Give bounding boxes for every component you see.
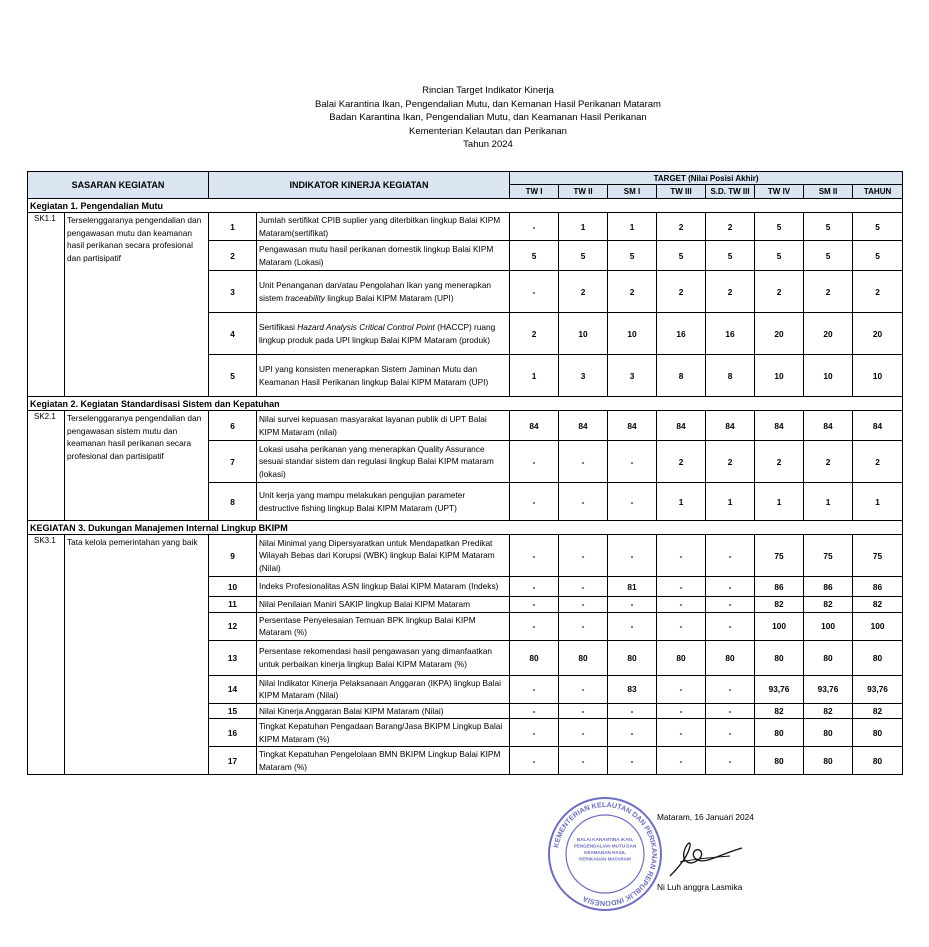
- target-value: 2: [510, 313, 559, 355]
- target-value: -: [706, 719, 755, 747]
- target-value: 80: [804, 640, 853, 675]
- target-value: 8: [706, 355, 755, 397]
- target-value: -: [657, 747, 706, 775]
- target-value: 1: [706, 483, 755, 521]
- target-value: 75: [853, 535, 903, 577]
- target-value: 100: [755, 612, 804, 640]
- target-value: 84: [608, 411, 657, 441]
- row-number: 16: [209, 719, 257, 747]
- target-value: 2: [853, 441, 903, 483]
- target-value: 1: [608, 213, 657, 241]
- target-value: 1: [657, 483, 706, 521]
- target-value: 82: [853, 597, 903, 613]
- target-value: 84: [853, 411, 903, 441]
- target-value: -: [608, 535, 657, 577]
- target-value: 20: [755, 313, 804, 355]
- target-value: -: [608, 703, 657, 719]
- indikator-text: Nilai Kinerja Anggaran Balai KIPM Mataram (Nilai): [257, 703, 510, 719]
- row-number: 9: [209, 535, 257, 577]
- target-value: -: [657, 703, 706, 719]
- table-row: [28, 213, 903, 241]
- title-line-5: Tahun 2024: [463, 139, 513, 150]
- target-value: 8: [657, 355, 706, 397]
- target-value: 1: [755, 483, 804, 521]
- section-row: [28, 199, 903, 213]
- target-value: 82: [755, 597, 804, 613]
- target-value: -: [559, 441, 608, 483]
- target-value: -: [559, 703, 608, 719]
- target-value: -: [510, 612, 559, 640]
- sasaran-code: SK3.1: [28, 535, 65, 775]
- target-value: 100: [804, 612, 853, 640]
- target-value: -: [559, 483, 608, 521]
- indikator-text-part: Sertifikasi: [259, 322, 298, 332]
- indikator-text-part: lingkup Balai KIPM Mataram (UPI): [324, 292, 454, 303]
- sasaran-text: Tata kelola pemerintahan yang baik: [65, 535, 209, 775]
- header-row-1: [28, 172, 903, 185]
- target-value: -: [608, 597, 657, 613]
- target-value: 86: [804, 577, 853, 597]
- target-value: 80: [510, 640, 559, 675]
- target-value: -: [706, 612, 755, 640]
- row-number: 12: [209, 612, 257, 640]
- target-value: -: [706, 597, 755, 613]
- target-value: -: [559, 577, 608, 597]
- indikator-text: Nilai survei kepuasan masyarakat layanan publik di UPT Balai KIPM Mataram (nilai): [257, 411, 510, 441]
- indikator-text: Lokasi usaha perikanan yang menerapkan Quality Assurance sesuai standar sistem dan regulasi lingkup Balai KIPM mataram (lokasi): [257, 441, 510, 483]
- target-value: -: [657, 577, 706, 597]
- target-value: 84: [755, 411, 804, 441]
- table-row: [28, 535, 903, 577]
- title-line-2: Balai Karantina Ikan, Pengendalian Mutu, dan Kemanan Hasil Perikanan Mataram: [315, 98, 661, 110]
- target-value: 2: [706, 441, 755, 483]
- target-value: 80: [853, 640, 903, 675]
- target-value: -: [510, 271, 559, 313]
- target-value: 3: [559, 355, 608, 397]
- target-value: 84: [559, 411, 608, 441]
- target-value: 2: [804, 271, 853, 313]
- target-value: -: [608, 719, 657, 747]
- target-value: 80: [804, 719, 853, 747]
- header-period: TAHUN: [853, 185, 903, 199]
- target-value: -: [706, 747, 755, 775]
- target-value: -: [559, 719, 608, 747]
- header-period: SM II: [804, 185, 853, 199]
- title-line-3: Badan Karantina Ikan, Pengendalian Mutu, dan Keamanan Hasil Perikanan: [329, 112, 647, 123]
- indikator-text: Tingkat Kepatuhan Pengadaan Barang/Jasa BKIPM Lingkup Balai KIPM Mataram (%): [257, 719, 510, 747]
- target-value: -: [657, 597, 706, 613]
- target-value: 80: [755, 747, 804, 775]
- target-value: 16: [706, 313, 755, 355]
- target-value: 2: [755, 271, 804, 313]
- handwritten-signature: [660, 826, 750, 886]
- header-target: TARGET (Nilai Posisi Akhir): [510, 172, 903, 185]
- target-value: 86: [853, 577, 903, 597]
- stamp-outer-text: KEMENTERIAN KELAUTAN DAN PERIKANAN REPUBLIK INDONESIA: [551, 799, 660, 909]
- indikator-text: Tingkat Kepatuhan Pengelolaan BMN BKIPM Lingkup Balai KIPM Mataram (%): [257, 747, 510, 775]
- row-number: 1: [209, 213, 257, 241]
- document-title: [0, 84, 929, 152]
- target-value: 20: [853, 313, 903, 355]
- target-value: -: [608, 483, 657, 521]
- target-value: 82: [804, 597, 853, 613]
- target-value: -: [510, 213, 559, 241]
- target-value: 5: [755, 241, 804, 271]
- target-value: 10: [853, 355, 903, 397]
- sasaran-text: Terselenggaranya pengendalian dan pengawasan mutu dan keamanan hasil perikanan secara profesional dan partisipatif: [65, 213, 209, 397]
- section-title: Kegiatan 1. Pengendalian Mutu: [28, 199, 903, 213]
- indikator-text: [257, 271, 510, 313]
- target-value: -: [559, 675, 608, 703]
- target-value: 80: [804, 747, 853, 775]
- header-period: TW I: [510, 185, 559, 199]
- indikator-text: Jumlah sertifikat CPIB suplier yang diterbitkan lingkup Balai KIPM Mataram(sertifikat): [257, 213, 510, 241]
- target-value: 84: [804, 411, 853, 441]
- target-value: -: [657, 719, 706, 747]
- target-value: 83: [608, 675, 657, 703]
- row-number: 15: [209, 703, 257, 719]
- target-value: -: [510, 577, 559, 597]
- indikator-text-part: Unit Penanganan dan/atau Pengolahan Ikan yang menerapkan sistem: [259, 280, 492, 303]
- indikator-text: Pengawasan mutu hasil perikanan domestik lingkup Balai KIPM Mataram (Lokasi): [257, 241, 510, 271]
- row-number: 11: [209, 597, 257, 613]
- target-value: 5: [706, 241, 755, 271]
- target-value: -: [510, 483, 559, 521]
- target-value: 84: [706, 411, 755, 441]
- row-number: 6: [209, 411, 257, 441]
- target-value: 5: [657, 241, 706, 271]
- target-value: 93,76: [804, 675, 853, 703]
- row-number: 17: [209, 747, 257, 775]
- target-value: 80: [706, 640, 755, 675]
- target-value: 5: [510, 241, 559, 271]
- target-value: -: [706, 535, 755, 577]
- signature-place-date: Mataram, 16 Januari 2024: [657, 812, 754, 822]
- sasaran-code: SK2.1: [28, 411, 65, 521]
- header-sasaran: SASARAN KEGIATAN: [28, 172, 209, 199]
- sasaran-code: SK1.1: [28, 213, 65, 397]
- target-value: -: [706, 675, 755, 703]
- title-line-1: Rincian Target Indikator Kinerja: [422, 85, 554, 96]
- target-value: 2: [804, 441, 853, 483]
- target-value: 5: [608, 241, 657, 271]
- row-number: 2: [209, 241, 257, 271]
- row-number: 4: [209, 313, 257, 355]
- section-title: KEGIATAN 3. Dukungan Manajemen Internal Lingkup BKIPM: [28, 521, 903, 535]
- target-value: 10: [755, 355, 804, 397]
- indikator-text: Nilai Minimal yang Dipersyaratkan untuk Mendapatkan Predikat Wilayah Bebas dari Korupsi (WBK) lingkup Balai KIPM Mataram (Nilai): [257, 535, 510, 577]
- target-value: -: [706, 703, 755, 719]
- indikator-text: [257, 313, 510, 355]
- target-value: 1: [559, 213, 608, 241]
- target-value: 5: [755, 213, 804, 241]
- header-period: TW II: [559, 185, 608, 199]
- target-value: 1: [804, 483, 853, 521]
- target-value: 20: [804, 313, 853, 355]
- indikator-text: Indeks Profesionalitas ASN lingkup Balai KIPM Mataram (Indeks): [257, 577, 510, 597]
- row-number: 8: [209, 483, 257, 521]
- target-value: 82: [853, 703, 903, 719]
- target-value: -: [510, 703, 559, 719]
- target-value: 5: [853, 213, 903, 241]
- target-value: 80: [608, 640, 657, 675]
- target-value: 93,76: [755, 675, 804, 703]
- target-value: -: [559, 612, 608, 640]
- target-value: -: [559, 535, 608, 577]
- target-value: 5: [853, 241, 903, 271]
- target-value: 3: [608, 355, 657, 397]
- sasaran-text: Terselenggaranya pengendalian dan pengawasan sistem mutu dan keamanan hasil perikanan secara profesional dan partisipatif: [65, 411, 209, 521]
- title-line-4: Kementerian Kelautan dan Perikanan: [409, 125, 567, 137]
- target-value: 80: [755, 640, 804, 675]
- target-value: 2: [706, 271, 755, 313]
- target-value: -: [657, 675, 706, 703]
- indikator-text: Persentase Penyelesaian Temuan BPK lingkup Balai KIPM Mataram (%): [257, 612, 510, 640]
- target-value: 1: [853, 483, 903, 521]
- target-value: -: [510, 535, 559, 577]
- target-value: 80: [559, 640, 608, 675]
- section-row: [28, 397, 903, 411]
- target-value: 5: [804, 241, 853, 271]
- section-row: [28, 521, 903, 535]
- stamp-inner-text: [574, 837, 637, 862]
- target-value: 93,76: [853, 675, 903, 703]
- target-value: 5: [559, 241, 608, 271]
- indikator-text-italic: traceability: [285, 292, 325, 303]
- target-value: 2: [608, 271, 657, 313]
- stamp-inner-line: PERIKANAN MATARAM: [579, 856, 631, 862]
- indikator-text-part: (HACCP) ruang lingkup produk pada UPI lingkup Balai KIPM Mataram (produk): [259, 322, 496, 345]
- row-number: 10: [209, 577, 257, 597]
- target-value: -: [510, 747, 559, 775]
- indikator-text: Unit kerja yang mampu melakukan pengujian parameter destructive fishing lingkup Balai KIPM Mataram (UPT): [257, 483, 510, 521]
- header-period: TW III: [657, 185, 706, 199]
- target-value: -: [657, 612, 706, 640]
- official-stamp: [546, 795, 664, 913]
- section-title: Kegiatan 2. Kegiatan Standardisasi Sistem dan Kepatuhan: [28, 397, 903, 411]
- table-row: [28, 411, 903, 441]
- signature-name: Ni Luh anggra Lasmika: [657, 882, 743, 892]
- target-value: 2: [706, 213, 755, 241]
- target-value: 2: [559, 271, 608, 313]
- row-number: 7: [209, 441, 257, 483]
- row-number: 13: [209, 640, 257, 675]
- target-value: 10: [608, 313, 657, 355]
- header-period: S.D. TW III: [706, 185, 755, 199]
- target-value: 10: [804, 355, 853, 397]
- target-value: -: [559, 597, 608, 613]
- target-table: [27, 171, 903, 775]
- indikator-text: UPI yang konsisten menerapkan Sistem Jaminan Mutu dan Keamanan Hasil Perikanan lingkup Balai KIPM Mataram (UPI): [257, 355, 510, 397]
- target-value: 86: [755, 577, 804, 597]
- target-value: -: [657, 535, 706, 577]
- target-value: 80: [853, 719, 903, 747]
- target-value: 10: [559, 313, 608, 355]
- target-value: 2: [657, 441, 706, 483]
- target-value: -: [608, 747, 657, 775]
- target-value: 80: [853, 747, 903, 775]
- target-value: 75: [804, 535, 853, 577]
- target-value: 80: [657, 640, 706, 675]
- indikator-text: Nilai Penilaian Maniri SAKIP lingkup Balai KIPM Mataram: [257, 597, 510, 613]
- target-value: 84: [510, 411, 559, 441]
- stamp-inner-line: BALAI KARANTINA IKAN,: [576, 837, 634, 842]
- header-period: SM I: [608, 185, 657, 199]
- target-value: 2: [755, 441, 804, 483]
- target-value: 1: [510, 355, 559, 397]
- target-value: 100: [853, 612, 903, 640]
- target-value: 81: [608, 577, 657, 597]
- header-period: TW IV: [755, 185, 804, 199]
- target-value: 82: [755, 703, 804, 719]
- target-value: -: [510, 597, 559, 613]
- target-value: 84: [657, 411, 706, 441]
- target-value: -: [510, 675, 559, 703]
- row-number: 5: [209, 355, 257, 397]
- target-value: -: [608, 612, 657, 640]
- indikator-text-italic: Hazard Analysis Critical Control Point: [297, 322, 435, 332]
- target-value: 2: [657, 213, 706, 241]
- target-value: -: [559, 747, 608, 775]
- target-value: 82: [804, 703, 853, 719]
- stamp-inner-line: KEAMANAN HASIL: [584, 850, 626, 855]
- target-value: 2: [853, 271, 903, 313]
- target-value: 80: [755, 719, 804, 747]
- target-value: 5: [804, 213, 853, 241]
- target-value: 2: [657, 271, 706, 313]
- stamp-inner-line: PENGENDALIAN MUTU DAN: [573, 843, 637, 849]
- target-value: 16: [657, 313, 706, 355]
- target-value: -: [608, 441, 657, 483]
- row-number: 3: [209, 271, 257, 313]
- header-indikator: INDIKATOR KINERJA KEGIATAN: [209, 172, 510, 199]
- indikator-text: Nilai Indikator Kinerja Pelaksanaan Anggaran (IKPA) lingkup Balai KIPM Mataram (Nilai): [257, 675, 510, 703]
- target-value: -: [510, 441, 559, 483]
- target-value: -: [706, 577, 755, 597]
- row-number: 14: [209, 675, 257, 703]
- target-value: 75: [755, 535, 804, 577]
- target-value: -: [510, 719, 559, 747]
- indikator-text: Persentase rekomendasi hasil pengawasan yang dimanfaatkan untuk perbaikan kinerja lingkup Balai KIPM Mataram (%): [257, 640, 510, 675]
